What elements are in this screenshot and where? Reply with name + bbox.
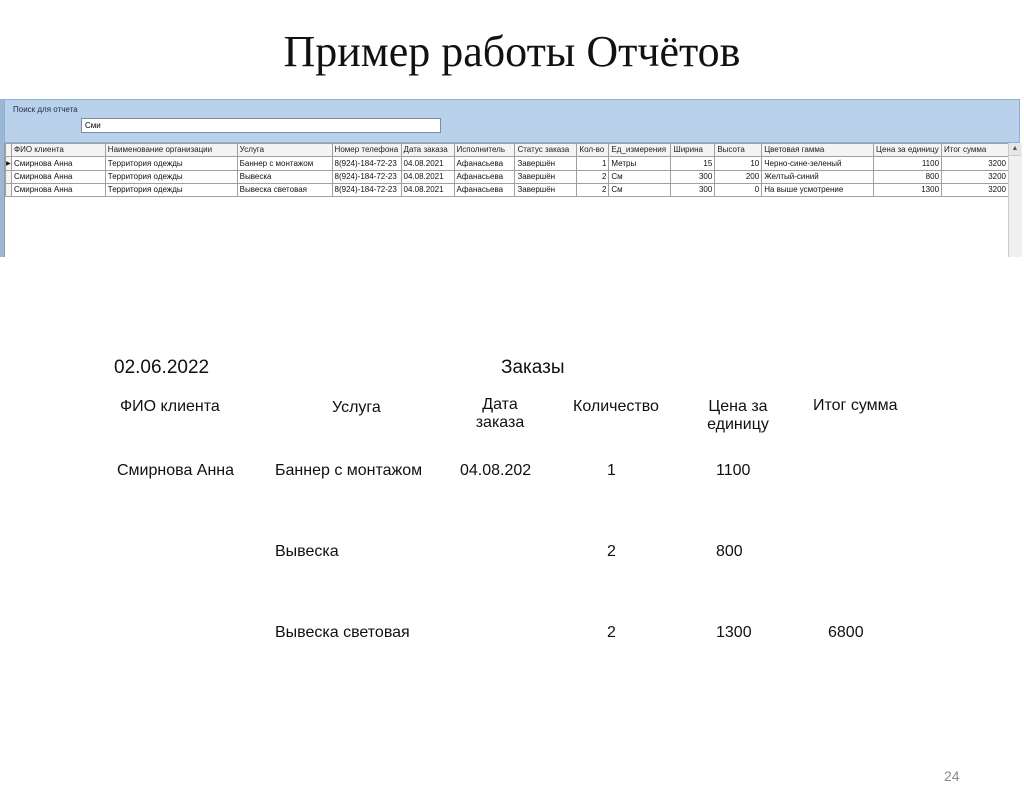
scroll-up-arrow-icon[interactable]: ▲: [1009, 143, 1021, 156]
table-cell[interactable]: 04.08.2021: [401, 157, 454, 171]
table-header-row: [6, 144, 1009, 157]
table-cell[interactable]: Баннер с монтажом: [237, 157, 332, 171]
report-client-name: Смирнова Анна: [117, 462, 235, 479]
report-line-service: Вывеска световая: [275, 624, 410, 641]
header-unit-price-line1: Цена за: [708, 398, 768, 415]
report-line-unit-price: 800: [716, 543, 743, 560]
orders-grid[interactable]: [4, 143, 1009, 257]
current-row-indicator: [6, 157, 12, 171]
report-date: 02.06.2022: [114, 357, 210, 378]
slide-page-number: 24: [944, 768, 960, 784]
table-cell[interactable]: 1: [577, 157, 609, 171]
vertical-scrollbar[interactable]: [1008, 143, 1022, 257]
search-input[interactable]: [81, 118, 441, 133]
table-cell[interactable]: 15: [671, 157, 715, 171]
table-cell[interactable]: 1100: [874, 157, 942, 171]
row-pointer-icon: ▶: [6, 161, 11, 167]
column-header[interactable]: Услуга: [237, 144, 332, 157]
table-cell[interactable]: Афанасьева: [454, 184, 515, 197]
table-cell[interactable]: Завершён: [515, 184, 577, 197]
table-cell[interactable]: 2: [577, 184, 609, 197]
report-line-quantity: 2: [607, 543, 616, 560]
report-line-service: Баннер с монтажом: [275, 462, 423, 479]
column-header[interactable]: Дата заказа: [401, 144, 454, 157]
column-header[interactable]: Цветовая гамма: [762, 144, 874, 157]
report-line-unit-price: 1300: [716, 624, 752, 641]
table-cell[interactable]: 8(924)-184-72-23: [332, 157, 401, 171]
table-cell[interactable]: 2: [577, 171, 609, 184]
table-row[interactable]: [6, 184, 1009, 197]
orders-table: [5, 143, 1009, 197]
column-header[interactable]: Исполнитель: [454, 144, 515, 157]
column-header[interactable]: Статус заказа: [515, 144, 577, 157]
table-cell[interactable]: Территория одежды: [105, 184, 237, 197]
table-cell[interactable]: Афанасьева: [454, 157, 515, 171]
table-cell[interactable]: 8(924)-184-72-23: [332, 184, 401, 197]
report-order-date: 04.08.202: [460, 462, 532, 479]
table-cell[interactable]: 04.08.2021: [401, 184, 454, 197]
header-order-date-line1: Дата: [482, 396, 518, 413]
column-header[interactable]: Ширина: [671, 144, 715, 157]
table-cell[interactable]: 3200: [942, 171, 1009, 184]
column-header[interactable]: Цена за единицу: [874, 144, 942, 157]
column-header[interactable]: Высота: [715, 144, 762, 157]
header-order-date-line2: заказа: [475, 414, 525, 431]
table-cell[interactable]: 3200: [942, 157, 1009, 171]
column-header[interactable]: Номер телефона: [332, 144, 401, 157]
table-cell[interactable]: 10: [715, 157, 762, 171]
table-cell[interactable]: См: [609, 184, 671, 197]
report-line-unit-price: 1100: [716, 462, 751, 479]
table-cell[interactable]: Смирнова Анна: [11, 157, 105, 171]
report-line-quantity: 2: [607, 624, 616, 641]
report-total-sum: 6800: [828, 624, 864, 641]
table-cell[interactable]: Смирнова Анна: [11, 184, 105, 197]
column-header[interactable]: ФИО клиента: [11, 144, 105, 157]
table-cell[interactable]: Территория одежды: [105, 171, 237, 184]
table-cell[interactable]: См: [609, 171, 671, 184]
table-cell[interactable]: Черно-сине-зеленый: [762, 157, 874, 171]
column-header[interactable]: Итог сумма: [942, 144, 1009, 157]
column-header[interactable]: Кол-во: [577, 144, 609, 157]
table-cell[interactable]: Желтый-синий: [762, 171, 874, 184]
report-line-service: Вывеска: [275, 543, 339, 560]
table-cell[interactable]: Территория одежды: [105, 157, 237, 171]
column-header[interactable]: Наименование организации: [105, 144, 237, 157]
table-cell[interactable]: 1300: [874, 184, 942, 197]
table-cell[interactable]: Афанасьева: [454, 171, 515, 184]
table-cell[interactable]: Метры: [609, 157, 671, 171]
table-cell[interactable]: Вывеска: [237, 171, 332, 184]
report-title: Заказы: [501, 357, 565, 378]
table-cell[interactable]: Смирнова Анна: [11, 171, 105, 184]
header-total: Итог сумма: [813, 397, 898, 414]
header-unit-price-line2: единицу: [707, 416, 769, 433]
table-cell[interactable]: 3200: [942, 184, 1009, 197]
table-row[interactable]: [6, 157, 1009, 171]
table-row[interactable]: [6, 171, 1009, 184]
column-header[interactable]: Ед_измерения: [609, 144, 671, 157]
report-app-window: [0, 99, 1024, 257]
header-quantity: Количество: [573, 398, 659, 415]
table-cell[interactable]: 8(924)-184-72-23: [332, 171, 401, 184]
header-service: Услуга: [332, 399, 381, 416]
table-cell[interactable]: 0: [715, 184, 762, 197]
table-cell[interactable]: 800: [874, 171, 942, 184]
table-cell[interactable]: 04.08.2021: [401, 171, 454, 184]
report-line-quantity: 1: [607, 462, 616, 479]
header-client: ФИО клиента: [120, 398, 220, 415]
table-cell[interactable]: 300: [671, 184, 715, 197]
table-cell[interactable]: Вывеска световая: [237, 184, 332, 197]
table-cell[interactable]: Завершён: [515, 171, 577, 184]
table-cell[interactable]: 200: [715, 171, 762, 184]
slide-title: Пример работы Отчётов: [283, 27, 741, 76]
table-cell[interactable]: На выше усмотрение: [762, 184, 874, 197]
search-label: Поиск для отчета: [13, 105, 78, 114]
search-panel: [4, 99, 1020, 143]
table-cell[interactable]: 300: [671, 171, 715, 184]
table-cell[interactable]: Завершён: [515, 157, 577, 171]
